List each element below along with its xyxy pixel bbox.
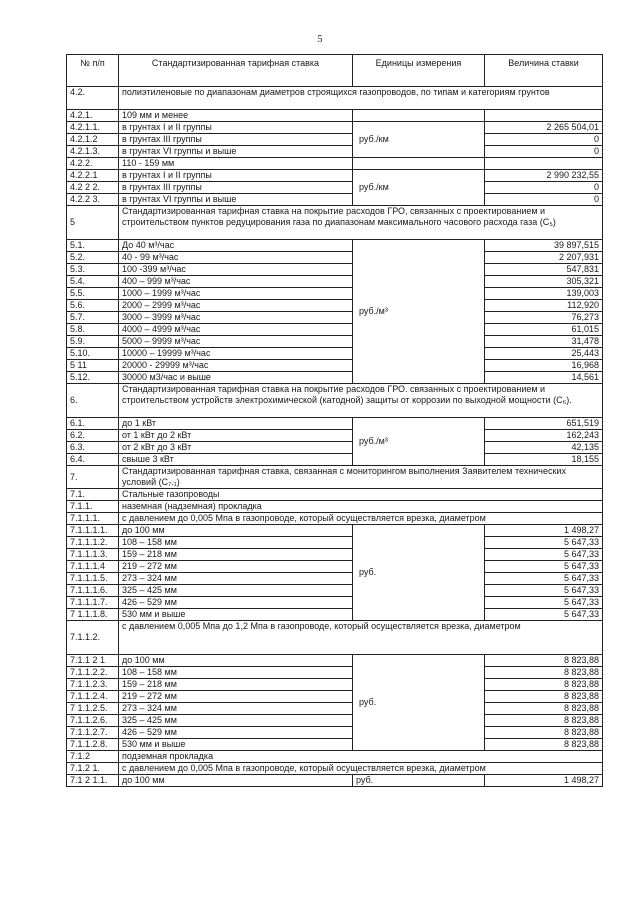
row-text: До 40 м³/час	[119, 240, 353, 252]
row-value: 5 647,33	[485, 585, 603, 597]
row-value: 1 498,27	[485, 525, 603, 537]
table-row	[67, 703, 603, 715]
row-text: 10000 – 19999 м³/час	[119, 348, 353, 360]
table-row	[67, 264, 603, 276]
table-row	[67, 418, 603, 430]
row-value: 25,443	[485, 348, 603, 360]
row-text: 219 – 272 мм	[119, 561, 353, 573]
table-row	[67, 501, 603, 513]
row-value: 39 897,515	[485, 240, 603, 252]
row-number: 4.2.1.3.	[67, 146, 119, 158]
row-text: 4000 – 4999 м³/час	[119, 324, 353, 336]
row-value: 76,273	[485, 312, 603, 324]
row-value: 8 823,88	[485, 727, 603, 739]
row-text: 5000 – 9999 м³/час	[119, 336, 353, 348]
row-text: 400 – 999 м³/час	[119, 276, 353, 288]
row-value: 651,519	[485, 418, 603, 430]
table-row	[67, 775, 603, 787]
row-number: 7.1 2 1.1.	[67, 775, 119, 787]
row-unit	[353, 110, 485, 122]
row-number: 5.3.	[67, 264, 119, 276]
table-row	[67, 621, 603, 655]
row-text: 20000 - 29999 м³/час	[119, 360, 353, 372]
row-text: в грунтах III группы	[119, 182, 353, 194]
row-number: 5.12.	[67, 372, 119, 384]
row-text: до 100 мм	[119, 775, 353, 787]
row-number: 6.	[67, 384, 119, 418]
row-text: с давлением 0,005 Мпа до 1,2 Мпа в газопроводе, который осуществляется врезка, диаметром	[119, 621, 603, 655]
table-row	[67, 134, 603, 146]
table-row	[67, 489, 603, 501]
row-value: 0	[485, 134, 603, 146]
header-value: Величина ставки	[485, 55, 603, 87]
table-row	[67, 146, 603, 158]
row-value: 0	[485, 182, 603, 194]
row-text: 219 – 272 мм	[119, 691, 353, 703]
row-value: 31,478	[485, 336, 603, 348]
table-row	[67, 87, 603, 110]
row-unit: руб./км	[353, 170, 485, 206]
row-value: 8 823,88	[485, 667, 603, 679]
table-row	[67, 597, 603, 609]
row-value: 547,831	[485, 264, 603, 276]
row-number: 5.2.	[67, 252, 119, 264]
table-row	[67, 655, 603, 667]
row-number: 6.1.	[67, 418, 119, 430]
row-text: Стальные газопроводы	[119, 489, 603, 501]
row-number: 5.6.	[67, 300, 119, 312]
row-unit	[353, 158, 485, 170]
row-text: в грунтах VI группы и выше	[119, 194, 353, 206]
row-number: 5.4.	[67, 276, 119, 288]
table-row	[67, 549, 603, 561]
table-row	[67, 276, 603, 288]
row-text: 159 – 218 мм	[119, 679, 353, 691]
row-text: с давлением до 0,005 Мпа в газопроводе, который осуществляется врезка, диаметром	[119, 513, 603, 525]
table-row	[67, 194, 603, 206]
row-unit: руб./км	[353, 122, 485, 158]
row-unit: руб./м³	[353, 418, 485, 466]
row-number: 7.1.1.1.7.	[67, 597, 119, 609]
row-text: до 1 кВт	[119, 418, 353, 430]
row-text: 159 – 218 мм	[119, 549, 353, 561]
row-value: 2 990 232,55	[485, 170, 603, 182]
table-row	[67, 513, 603, 525]
row-number: 7.1.1.1.1.	[67, 525, 119, 537]
row-text: свыше 3 кВт	[119, 454, 353, 466]
row-number: 4.2.1.1.	[67, 122, 119, 134]
table-row	[67, 525, 603, 537]
table-row	[67, 466, 603, 489]
row-value: 2 265 504,01	[485, 122, 603, 134]
table-row	[67, 739, 603, 751]
table-row	[67, 763, 603, 775]
page-number: 5	[317, 34, 323, 45]
row-text: 325 – 425 мм	[119, 715, 353, 727]
table-row	[67, 252, 603, 264]
row-value: 42,135	[485, 442, 603, 454]
row-number: 7.1.1.2.4.	[67, 691, 119, 703]
table-header-row	[67, 55, 603, 87]
table-row	[67, 691, 603, 703]
row-number: 4.2.1.	[67, 110, 119, 122]
table-row	[67, 430, 603, 442]
row-unit: руб.	[353, 655, 485, 751]
row-number: 7.1.2	[67, 751, 119, 763]
row-value: 5 647,33	[485, 561, 603, 573]
row-number: 7.1.1.1.2.	[67, 537, 119, 549]
row-number: 4.2.	[67, 87, 119, 110]
row-text: 530 мм и выше	[119, 739, 353, 751]
row-number: 7.1.1.1.3.	[67, 549, 119, 561]
table-row	[67, 348, 603, 360]
table-row	[67, 372, 603, 384]
row-number: 5.10.	[67, 348, 119, 360]
row-text: 426 – 529 мм	[119, 727, 353, 739]
row-text: 30000 м3/час и выше	[119, 372, 353, 384]
row-value: 8 823,88	[485, 655, 603, 667]
table-row	[67, 667, 603, 679]
row-number: 7.1.1 2 1	[67, 655, 119, 667]
table-row	[67, 158, 603, 170]
table-row	[67, 324, 603, 336]
header-num: № п/п	[67, 55, 119, 87]
table-row	[67, 182, 603, 194]
row-number: 5.7.	[67, 312, 119, 324]
row-number: 6.4.	[67, 454, 119, 466]
row-number: 4.2.2 3.	[67, 194, 119, 206]
row-value: 305,321	[485, 276, 603, 288]
row-number: 7 1.1.1.8.	[67, 609, 119, 621]
row-text: подземная прокладка	[119, 751, 603, 763]
row-value: 61,015	[485, 324, 603, 336]
row-number: 7.1.1.2.	[67, 621, 119, 655]
row-text: Стандартизированная тарифная ставка на покрытие расходов ГРО. связанных с проектированием и строительством устройств электрохимической (катодной) защиты от коррозии по выходной мощности (С₆).	[119, 384, 603, 418]
row-number: 4.2 2 2.	[67, 182, 119, 194]
row-text: 426 – 529 мм	[119, 597, 353, 609]
row-number: 6.2.	[67, 430, 119, 442]
row-text: в грунтах I и II группы	[119, 170, 353, 182]
table-row	[67, 585, 603, 597]
row-text: 1000 – 1999 м³/час	[119, 288, 353, 300]
row-text: 110 - 159 мм	[119, 158, 353, 170]
row-text: в грунтах I и II группы	[119, 122, 353, 134]
row-value: 8 823,88	[485, 691, 603, 703]
table-row	[67, 110, 603, 122]
row-text: 2000 – 2999 м³/час	[119, 300, 353, 312]
header-units: Единицы измерения	[353, 55, 485, 87]
row-number: 7.1.	[67, 489, 119, 501]
row-unit: руб.	[353, 775, 485, 787]
row-text: 273 – 324 мм	[119, 573, 353, 585]
row-value: 2 207,931	[485, 252, 603, 264]
row-value	[485, 158, 603, 170]
row-number: 5	[67, 206, 119, 240]
row-number: 6.3.	[67, 442, 119, 454]
row-number: 7.1.1.2.6.	[67, 715, 119, 727]
row-text: 325 – 425 мм	[119, 585, 353, 597]
row-number: 7.1.1.2.7.	[67, 727, 119, 739]
row-number: 7.1.1.2.3.	[67, 679, 119, 691]
row-text: 108 – 158 мм	[119, 667, 353, 679]
row-value: 5 647,33	[485, 609, 603, 621]
row-text: 109 мм и менее	[119, 110, 353, 122]
row-value: 8 823,88	[485, 703, 603, 715]
row-number: 4.2.2.1	[67, 170, 119, 182]
row-number: 5 11	[67, 360, 119, 372]
row-number: 7.1.1.1.	[67, 513, 119, 525]
row-text: 108 – 158 мм	[119, 537, 353, 549]
row-text: от 2 кВт до 3 кВт	[119, 442, 353, 454]
row-number: 7.1.1.1.5.	[67, 573, 119, 585]
row-number: 4.2.1.2	[67, 134, 119, 146]
row-value: 5 647,33	[485, 573, 603, 585]
row-value: 5 647,33	[485, 537, 603, 549]
row-value: 8 823,88	[485, 715, 603, 727]
row-number: 5.8.	[67, 324, 119, 336]
row-value: 5 647,33	[485, 549, 603, 561]
row-value: 18,155	[485, 454, 603, 466]
row-text: в грунтах VI группы и выше	[119, 146, 353, 158]
row-number: 7 1.1.2.5.	[67, 703, 119, 715]
table-row	[67, 206, 603, 240]
table-row	[67, 170, 603, 182]
row-value: 0	[485, 194, 603, 206]
row-value: 139,003	[485, 288, 603, 300]
row-unit: руб.	[353, 525, 485, 621]
row-value: 162,243	[485, 430, 603, 442]
header-rate: Стандартизированная тарифная ставка	[119, 55, 353, 87]
table-row	[67, 537, 603, 549]
row-text: полиэтиленовые по диапазонам диаметров строящихся газопроводов, по типам и категориям грунтов	[119, 87, 603, 110]
table-row	[67, 751, 603, 763]
row-number: 4.2.2.	[67, 158, 119, 170]
row-text: 530 мм и выше	[119, 609, 353, 621]
row-text: наземная (надземная) прокладка	[119, 501, 603, 513]
row-text: 100 -399 м³/час	[119, 264, 353, 276]
row-value: 5 647,33	[485, 597, 603, 609]
row-number: 5.1.	[67, 240, 119, 252]
row-text: до 100 мм	[119, 655, 353, 667]
row-unit: руб./м³	[353, 240, 485, 384]
table-row	[67, 442, 603, 454]
row-text: с давлением до 0,005 Мпа в газопроводе, который осуществляется врезка, диаметром	[119, 763, 603, 775]
table-row	[67, 609, 603, 621]
row-value: 16,968	[485, 360, 603, 372]
table-row	[67, 288, 603, 300]
table-row	[67, 336, 603, 348]
row-number: 7.1.1.	[67, 501, 119, 513]
row-number: 7.1.1.1.6.	[67, 585, 119, 597]
table-row	[67, 561, 603, 573]
row-value: 8 823,88	[485, 679, 603, 691]
row-value: 112,920	[485, 300, 603, 312]
row-value: 1 498,27	[485, 775, 603, 787]
table-row	[67, 240, 603, 252]
row-text: 3000 – 3999 м³/час	[119, 312, 353, 324]
row-number: 5.5.	[67, 288, 119, 300]
row-text: 40 - 99 м³/час	[119, 252, 353, 264]
table-row	[67, 454, 603, 466]
row-text: Стандартизированная тарифная ставка на покрытие расходов ГРО, связанных с проектированием и строительством пунктов редуцирования газа по диапазонам максимального часового расхода газа (С₅)	[119, 206, 603, 240]
row-number: 7.1.1.1.4	[67, 561, 119, 573]
table-row	[67, 300, 603, 312]
table-row	[67, 122, 603, 134]
table-row	[67, 727, 603, 739]
row-value	[485, 110, 603, 122]
table-row	[67, 573, 603, 585]
row-value: 0	[485, 146, 603, 158]
row-number: 5.9.	[67, 336, 119, 348]
row-text: в грунтах III группы	[119, 134, 353, 146]
row-number: 7.1.2 1.	[67, 763, 119, 775]
table-row	[67, 679, 603, 691]
table-row	[67, 360, 603, 372]
row-value: 14,561	[485, 372, 603, 384]
table-row	[67, 715, 603, 727]
tariff-table	[66, 54, 603, 787]
table-row	[67, 384, 603, 418]
row-text: до 100 мм	[119, 525, 353, 537]
row-number: 7.	[67, 466, 119, 489]
table-row	[67, 312, 603, 324]
row-text: 273 – 324 мм	[119, 703, 353, 715]
row-value: 8 823,88	[485, 739, 603, 751]
row-text: от 1 кВт до 2 кВт	[119, 430, 353, 442]
row-text: Стандартизированная тарифная ставка, связанная с мониторингом выполнения Заявителем технических условий (С₇.₁)	[119, 466, 603, 489]
row-number: 7.1.1.2.8.	[67, 739, 119, 751]
row-number: 7.1.1.2.2.	[67, 667, 119, 679]
